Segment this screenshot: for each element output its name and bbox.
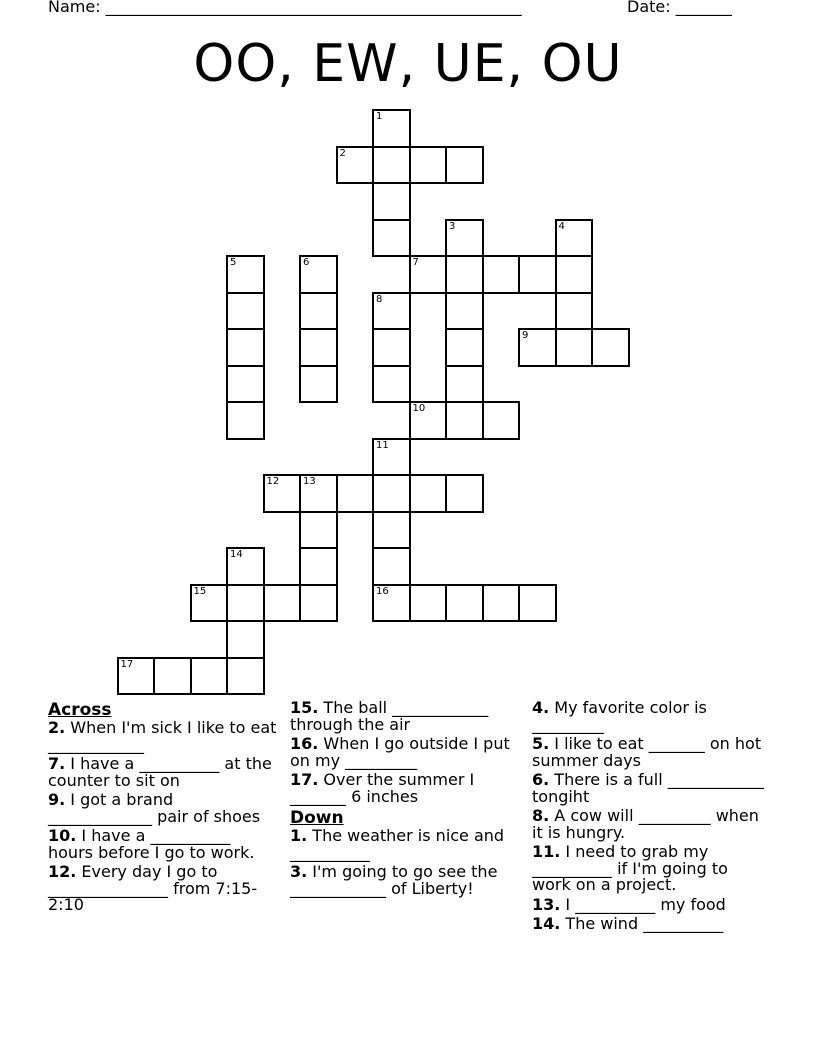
- cell-number: 16: [376, 585, 389, 597]
- across-heading: Across: [48, 700, 112, 720]
- grid-cell[interactable]: [263, 474, 302, 513]
- grid-cell[interactable]: [445, 401, 484, 440]
- grid-cell[interactable]: [226, 365, 265, 404]
- clue-text: A cow will _________ when it is hungry.: [532, 806, 759, 842]
- cell-number: 4: [558, 220, 565, 232]
- across-clue: [48, 792, 280, 825]
- clue-text: I have a __________ hours before I go to work.: [48, 826, 255, 862]
- grid-cell[interactable]: [445, 584, 484, 623]
- cell-number: 2: [339, 147, 346, 159]
- grid-cell[interactable]: [263, 584, 302, 623]
- grid-cell[interactable]: [518, 255, 557, 294]
- clue-number: 15.: [290, 698, 319, 717]
- clue-text: I __________ my food: [560, 894, 726, 914]
- grid-cell[interactable]: [409, 401, 448, 440]
- grid-cell[interactable]: [117, 657, 156, 696]
- grid-cell[interactable]: [482, 401, 521, 440]
- date-line: Date: _______: [627, 0, 732, 16]
- clue-number: 14.: [532, 914, 561, 933]
- grid-cell[interactable]: [299, 328, 338, 367]
- grid-cell[interactable]: [555, 328, 594, 367]
- grid-cell[interactable]: [591, 328, 630, 367]
- cell-number: 1: [376, 111, 383, 122]
- name-line: Name: ____________________________________________________: [48, 0, 522, 16]
- grid-cell[interactable]: [445, 328, 484, 367]
- grid-cell[interactable]: [409, 255, 448, 294]
- grid-cell[interactable]: [372, 365, 411, 404]
- clue-number: 6.: [532, 770, 550, 789]
- grid-cell[interactable]: [409, 474, 448, 513]
- cell-number: 7: [412, 257, 419, 268]
- grid-cell[interactable]: [372, 474, 411, 513]
- grid-cell[interactable]: [226, 657, 265, 696]
- page-title: OO, EW, UE, OU: [193, 34, 623, 94]
- down-clue: [290, 828, 522, 861]
- clue-text: The weather is nice and __________: [290, 826, 505, 862]
- grid-cell[interactable]: [226, 292, 265, 331]
- clue-number: 12.: [48, 862, 77, 881]
- grid-cell[interactable]: [555, 292, 594, 331]
- down-clue: [532, 736, 764, 769]
- clues-column-2: [290, 700, 522, 900]
- clues-column-1: [48, 700, 280, 917]
- clue-number: 9.: [48, 790, 66, 809]
- clue-number: 16.: [290, 734, 319, 753]
- across-clue: [290, 736, 522, 769]
- cell-number: 17: [120, 658, 134, 670]
- grid-cell[interactable]: [372, 511, 411, 550]
- grid-cell[interactable]: [336, 146, 375, 185]
- cell-number: 8: [376, 293, 383, 305]
- clue-text: Every day I go to _______________ from 7:15-2:10: [48, 862, 258, 914]
- grid-cell[interactable]: [555, 219, 594, 258]
- grid-cell[interactable]: [445, 146, 484, 185]
- clue-text: I need to grab my __________ if I'm going to work on a project.: [532, 842, 728, 894]
- across-clue: [48, 720, 280, 753]
- down-clue: [532, 844, 764, 894]
- grid-cell[interactable]: [372, 146, 411, 185]
- clue-number: 13.: [532, 894, 561, 914]
- grid-cell[interactable]: [226, 401, 265, 440]
- across-clue: [48, 756, 280, 789]
- grid-cell[interactable]: [372, 438, 411, 477]
- grid-cell[interactable]: [372, 292, 411, 331]
- grid-cell[interactable]: [409, 146, 448, 185]
- grid-cell[interactable]: [372, 547, 411, 586]
- cell-number: 6: [303, 257, 310, 268]
- across-clue: [290, 700, 522, 733]
- grid-cell[interactable]: [445, 365, 484, 404]
- grid-cell[interactable]: [299, 292, 338, 331]
- clue-number: 2.: [48, 718, 66, 737]
- grid-cell[interactable]: [372, 109, 411, 148]
- clue-text: Over the summer I _______ 6 inches: [290, 770, 475, 806]
- grid-cell[interactable]: [555, 255, 594, 294]
- grid-cell[interactable]: [336, 474, 375, 513]
- down-clue: [290, 864, 522, 897]
- grid-cell[interactable]: [409, 584, 448, 623]
- grid-cell[interactable]: [445, 474, 484, 513]
- cell-number: 12: [266, 476, 280, 487]
- grid-cell[interactable]: [226, 255, 265, 294]
- clue-number: 4.: [532, 698, 550, 717]
- grid-cell[interactable]: [372, 584, 411, 623]
- grid-cell[interactable]: [226, 547, 265, 586]
- grid-cell[interactable]: [372, 328, 411, 367]
- clue-number: 11.: [532, 842, 561, 861]
- grid-cell[interactable]: [518, 584, 557, 623]
- grid-cell[interactable]: [226, 328, 265, 367]
- grid-cell[interactable]: [190, 657, 229, 696]
- grid-cell[interactable]: [445, 219, 484, 258]
- grid-cell[interactable]: [226, 620, 265, 659]
- grid-cell[interactable]: [299, 474, 338, 513]
- clue-text: I'm going to go see the ____________ of Liberty!: [290, 862, 498, 898]
- clue-text: There is a full ____________ tongiht: [532, 770, 764, 806]
- cell-number: 10: [412, 403, 426, 414]
- across-clue: [290, 772, 522, 805]
- grid-cell[interactable]: [372, 182, 411, 221]
- clue-text: I got a brand _____________ pair of shoes: [48, 790, 261, 826]
- grid-cell[interactable]: [445, 292, 484, 331]
- clue-text: When I go outside I put on my _________: [290, 734, 510, 770]
- grid-cell[interactable]: [518, 328, 557, 367]
- grid-cell[interactable]: [299, 584, 338, 623]
- grid-cell[interactable]: [372, 219, 411, 258]
- clue-number: 1.: [290, 826, 308, 845]
- cell-number: 14: [230, 549, 243, 560]
- grid-cell[interactable]: [299, 255, 338, 294]
- cell-number: 3: [449, 220, 456, 232]
- grid-cell[interactable]: [299, 365, 338, 404]
- grid-cell[interactable]: [190, 584, 229, 623]
- clue-number: 7.: [48, 754, 66, 773]
- down-heading: Down: [290, 808, 344, 828]
- down-clue: [532, 772, 764, 805]
- across-clue: [48, 828, 280, 861]
- grid-cell[interactable]: [482, 255, 521, 294]
- down-clue: [532, 894, 764, 914]
- grid-cell[interactable]: [153, 657, 192, 696]
- grid-cell[interactable]: [445, 255, 484, 294]
- clue-number: 5.: [532, 734, 550, 753]
- clue-text: I like to eat _______ on hot summer days: [532, 734, 762, 770]
- grid-cell[interactable]: [226, 584, 265, 623]
- grid-cell[interactable]: [482, 584, 521, 623]
- clues-column-3: [532, 700, 764, 936]
- down-clue: [532, 808, 764, 841]
- clue-text: My favorite color is _________: [532, 698, 707, 734]
- clue-text: The wind __________: [560, 914, 724, 933]
- down-clue: [532, 916, 764, 933]
- across-clue: [48, 864, 280, 914]
- clue-number: 10.: [48, 826, 77, 845]
- clue-number: 8.: [532, 806, 550, 825]
- clue-text: The ball ____________ through the air: [290, 698, 489, 734]
- cell-number: 15: [193, 585, 207, 597]
- clue-text: I have a __________ at the counter to sit on: [48, 754, 272, 790]
- clue-number: 17.: [290, 770, 319, 789]
- cell-number: 9: [522, 330, 529, 341]
- cell-number: 5: [230, 257, 237, 268]
- cell-number: 11: [376, 439, 389, 451]
- cell-number: 13: [303, 476, 316, 487]
- down-clue: [532, 700, 764, 733]
- clue-number: 3.: [290, 862, 308, 881]
- grid-cell[interactable]: [299, 547, 338, 586]
- grid-cell[interactable]: [299, 511, 338, 550]
- clue-text: When I'm sick I like to eat ____________: [48, 718, 277, 754]
